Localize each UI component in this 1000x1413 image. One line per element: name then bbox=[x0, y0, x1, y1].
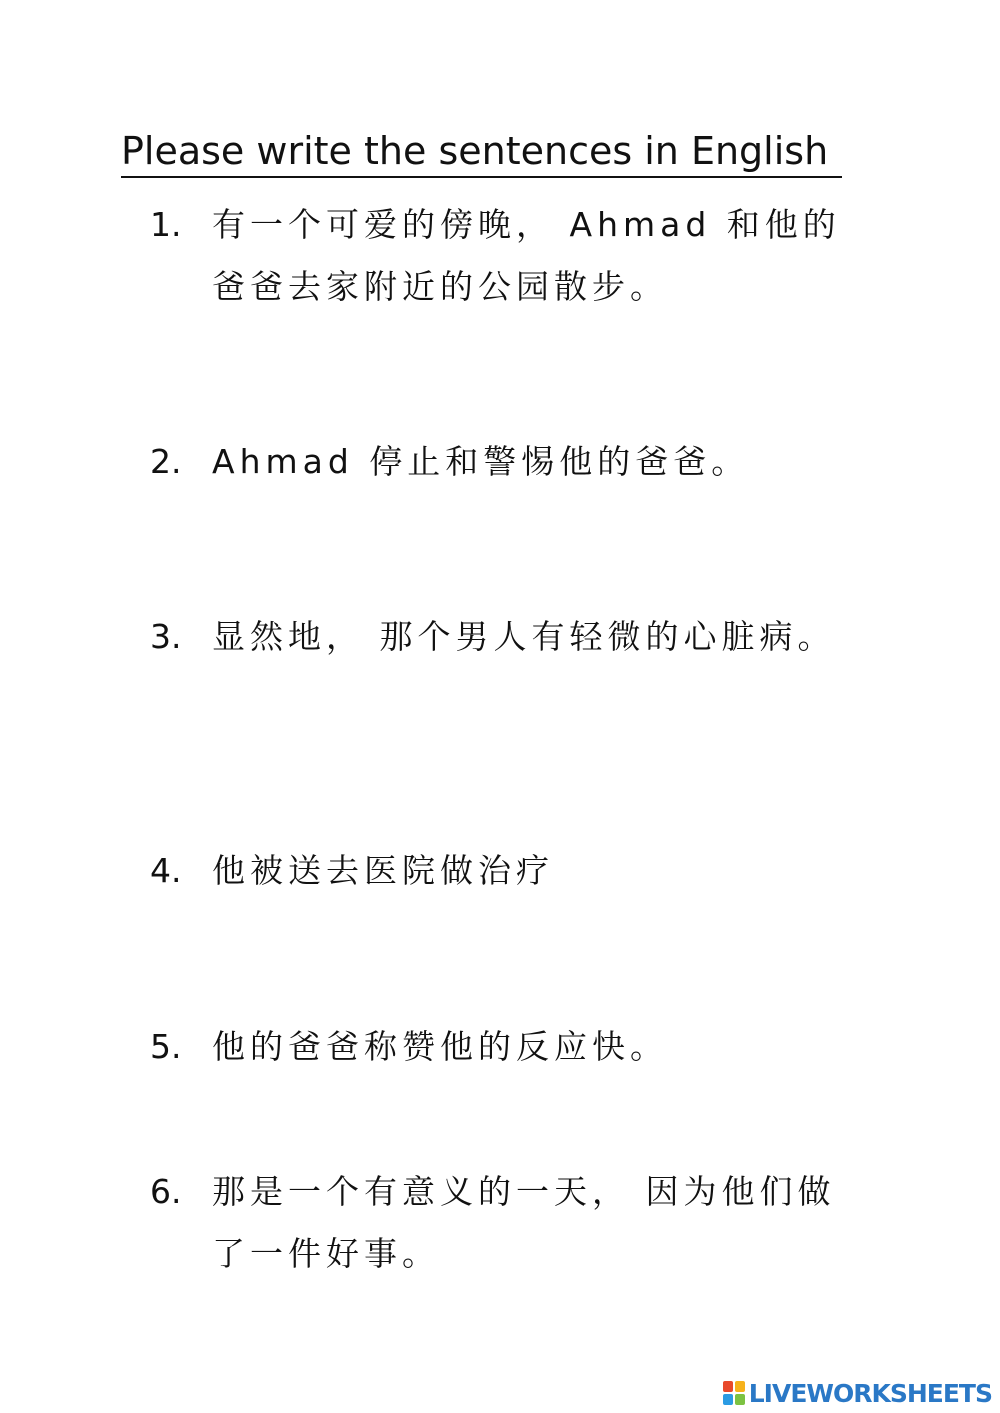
sentence-number: 6. bbox=[150, 1172, 182, 1211]
sentence-text: Ahmad 停止和警惕他的爸爸。 bbox=[212, 442, 750, 481]
sentence-item bbox=[150, 1161, 880, 1285]
sentence-item bbox=[150, 1016, 880, 1078]
sentence-text: 有一个可爱的傍晚， Ahmad 和他的爸爸去家附近的公园散步。 bbox=[212, 205, 841, 306]
sentence-number: 4. bbox=[150, 851, 182, 890]
sentence-text: 他的爸爸称赞他的反应快。 bbox=[212, 1027, 668, 1066]
liveworksheets-logo-icon bbox=[723, 1381, 745, 1405]
sentence-number: 3. bbox=[150, 617, 182, 656]
sentence-item bbox=[150, 606, 880, 668]
sentence-item bbox=[150, 840, 880, 902]
sentence-number: 1. bbox=[150, 205, 182, 244]
sentence-item bbox=[150, 194, 880, 318]
sentence-text: 他被送去医院做治疗 bbox=[212, 851, 554, 890]
sentence-number: 2. bbox=[150, 442, 182, 481]
sentence-text: 那是一个有意义的一天， 因为他们做了一件好事。 bbox=[212, 1172, 836, 1273]
sentence-item bbox=[150, 431, 880, 493]
liveworksheets-brand bbox=[723, 1379, 992, 1407]
sentence-text: 显然地， 那个男人有轻微的心脏病。 bbox=[212, 617, 836, 656]
worksheet-title: Please write the sentences in English bbox=[121, 129, 829, 173]
sentence-number: 5. bbox=[150, 1027, 182, 1066]
title-underline bbox=[121, 176, 842, 178]
brand-name: LIVEWORKSHEETS bbox=[748, 1378, 992, 1408]
